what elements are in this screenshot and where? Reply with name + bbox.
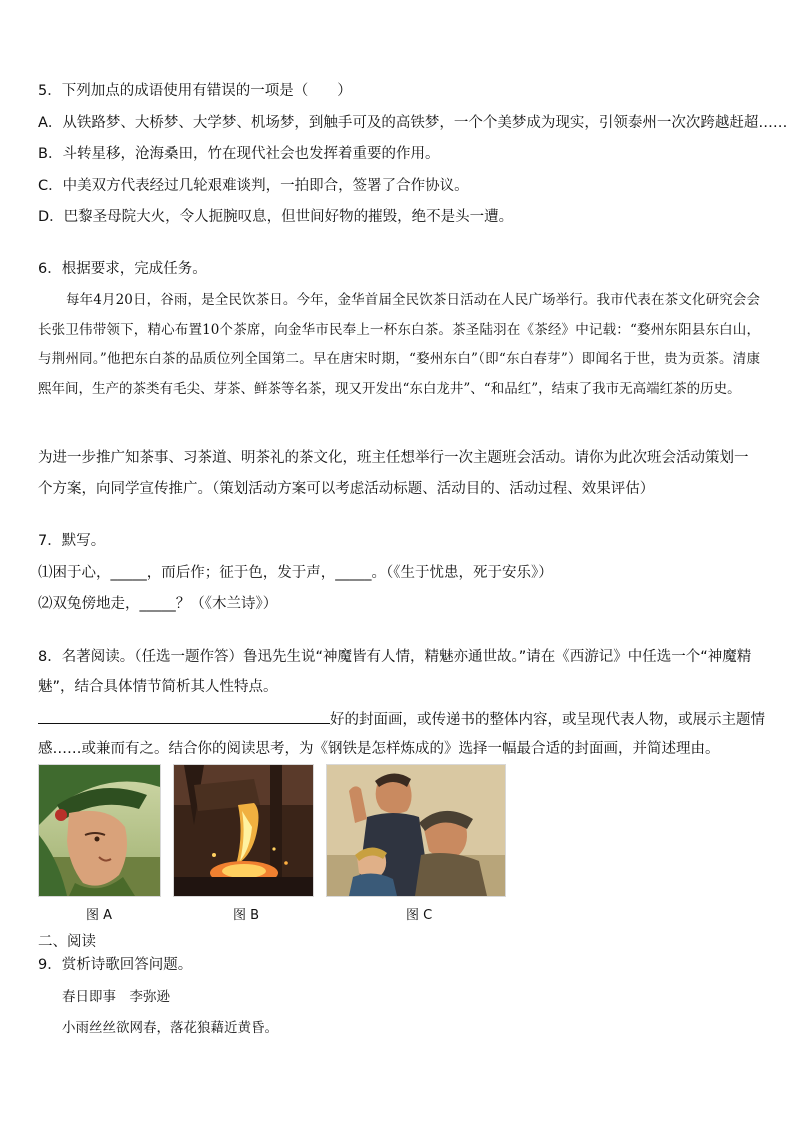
q5-option-b: B．斗转星移，沧海桑田，竹在现代社会也发挥着重要的作用。 [38,146,440,162]
q7-item-1: ⑴困于心，_____，而后作；征于色，发于声，_____。（《生于忧患，死于安乐》） [38,565,553,581]
q6-stem: 6．根据要求，完成任务。 [38,261,207,277]
figure-c-image [326,764,506,897]
q7-stem: 7．默写。 [38,533,106,549]
q6-passage: 每年4月20日，谷雨，是全民饮茶日。今年，金华首届全民饮茶日活动在人民广场举行。我市代表在茶文化研究会会长张卫伟带领下，精心布置10个茶席，向金华市民奉上一杯东白茶。茶圣陆羽在《茶经》中记载：“婺州东阳县东白山，与荆州同。”他把东白茶的品质位列全国第二。早在唐宋时期，“婺州东白”（即“东白春芽”）即闻名于世，贵为贡茶。清康熙年间，生产的茶类有毛尖、芽茶、鲜茶等名茶，现又开发出“东白龙井”、“和品红”，结束了我市无高端红茶的历史。 [38,292,760,397]
poem-title: 春日即事 李弥逊 [62,989,170,1005]
q6-task: 为进一步推广知茶事、习茶道、明茶礼的茶文化，班主任想举行一次主题班会活动。请你为此次班会活动策划一个方案，向同学宣传推广。（策划活动方案可以考虑活动标题、活动目的、活动过程、效果评估） [38,450,749,497]
q7-item-2: ⑵双兔傍地走，_____？（《木兰诗》） [38,596,278,612]
q9-stem: 9．赏析诗歌回答问题。 [38,957,193,973]
q5-stem: 5．下列加点的成语使用有错误的一项是（ ） [38,83,352,99]
q8-line3: 感……或兼而有之。结合你的阅读思考，为《钢铁是怎样炼成的》选择一幅最合适的封面画，并简述理由。 [38,741,720,757]
figure-c-caption: 图 C [406,908,433,923]
figure-b-caption: 图 B [233,908,260,923]
q5-option-d: D．巴黎圣母院大火，令人扼腕叹息，但世间好物的摧毁，绝不是头一遭。 [38,209,514,225]
q8-line2 [38,707,765,730]
q5-option-a: A．从铁路梦、大桥梦、大学梦、机场梦，到触手可及的高铁梦，一个个美梦成为现实，引领泰州一次次跨越赶超…… [38,115,788,131]
q5-option-c: C．中美双方代表经过几轮艰难谈判，一拍即合，签署了合作协议。 [38,178,469,194]
q8-text: 8．名著阅读。（任选一题作答）鲁迅先生说“神魔皆有人情，精魅亦通世故。”请在《西游记》中任选一个“神魔精魅”，结合具体情节简析其人性特点。 [38,649,752,695]
answer-blank-line [38,707,330,724]
figure-a-caption: 图 A [86,908,113,923]
section-title: 二、阅读 [38,934,96,950]
poem-line-1: 小雨丝丝欲网春，落花狼藉近黄昏。 [62,1020,278,1036]
q8-line2-text: 好的封面画，或传递书的整体内容，或呈现代表人物，或展示主题情 [330,712,765,728]
figure-a-image [38,764,161,897]
figure-b-image [173,764,314,897]
